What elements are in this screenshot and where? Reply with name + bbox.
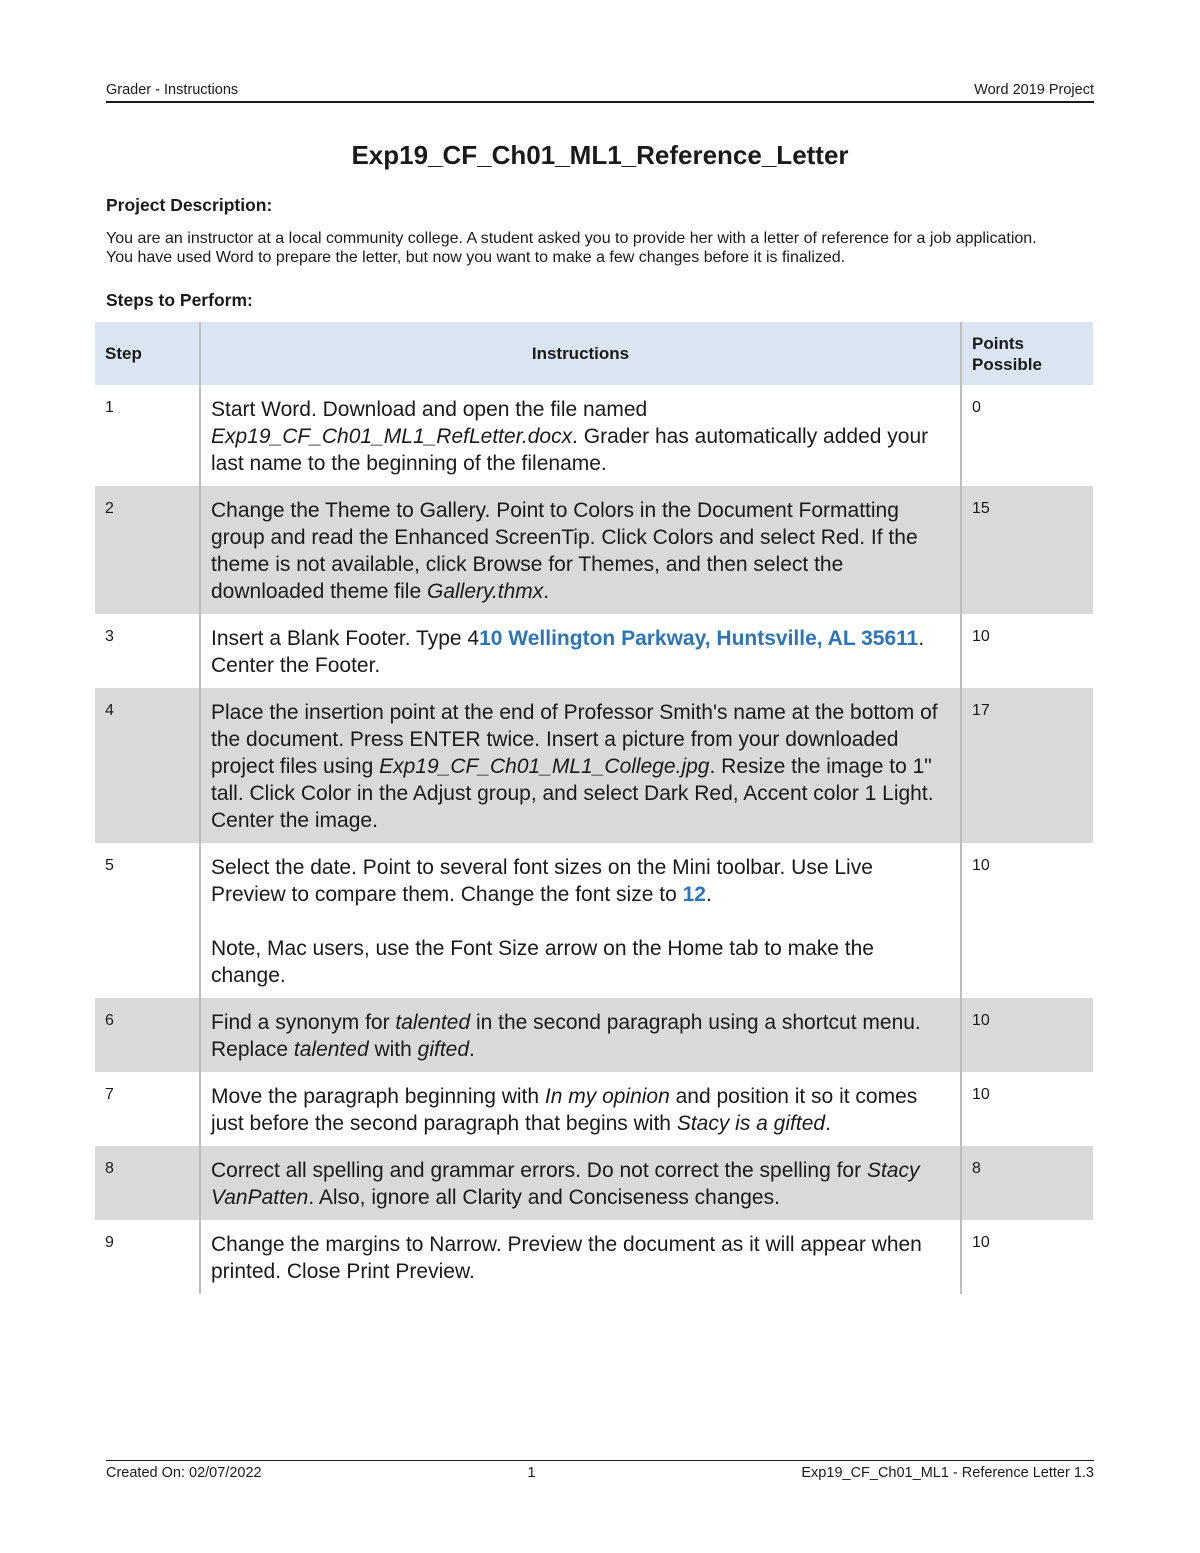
table-row [95, 998, 1093, 1072]
table-row [95, 688, 1093, 843]
step-instructions [200, 998, 961, 1072]
instruction-italic: talented [293, 1038, 369, 1061]
table-row [95, 385, 1093, 486]
instruction-text: Move the paragraph beginning with [211, 1085, 545, 1108]
steps-heading: Steps to Perform: [106, 290, 253, 310]
instruction-text: Place the insertion point at the end of Professor Smith's name at the bottom of the document. Press ENTER twice. Insert a picture from your downloaded project files using [211, 701, 938, 778]
instruction-text: Correct all spelling and grammar errors. Do not correct the spelling for [211, 1159, 867, 1182]
points-header-line2: Possible [972, 354, 1042, 374]
step-instructions [200, 1220, 961, 1294]
step-points: 10 [961, 843, 1093, 998]
step-points: 0 [961, 385, 1093, 486]
instruction-text: Insert a Blank Footer. Type 4 [211, 627, 480, 650]
typed-text-highlight: 10 Wellington Parkway, Huntsville, AL 35611 [479, 627, 919, 650]
header-right: Word 2019 Project [974, 82, 1094, 98]
mac-note: Note, Mac users, use the Font Size arrow on the Home tab to make the change. [211, 937, 874, 987]
step-number: 2 [95, 486, 200, 614]
table-row [95, 1146, 1093, 1220]
table-row [95, 1220, 1093, 1294]
instructions-column-header: Instructions [200, 322, 961, 385]
step-points: 15 [961, 486, 1093, 614]
step-points: 10 [961, 998, 1093, 1072]
instruction-text: . Resize the image to 1" tall. Click Color in the Adjust group, and select Dark Red, Accent color 1 Light. Center the image. [211, 755, 934, 832]
step-number: 9 [95, 1220, 200, 1294]
step-instructions [200, 614, 961, 688]
step-points: 10 [961, 1072, 1093, 1146]
step-column-header: Step [95, 322, 200, 385]
step-points: 10 [961, 614, 1093, 688]
step-instructions [200, 385, 961, 486]
step-number: 8 [95, 1146, 200, 1220]
instruction-italic: Stacy is a gifted [676, 1112, 826, 1135]
step-instructions [200, 688, 961, 843]
instruction-italic: talented [395, 1011, 471, 1034]
instruction-text: Change the margins to Narrow. Preview the document as it will appear when printed. Close Print Preview. [211, 1233, 922, 1283]
step-instructions [200, 486, 961, 614]
step-instructions [200, 843, 961, 998]
steps-table [95, 322, 1093, 1294]
instruction-text: in the second paragraph using a shortcut menu. Replace [211, 1011, 921, 1061]
points-header-line1: Points [972, 333, 1024, 353]
instruction-text: Find a synonym for [211, 1011, 396, 1034]
step-number: 5 [95, 843, 200, 998]
step-points: 17 [961, 688, 1093, 843]
page-header [106, 82, 1094, 103]
step-instructions [200, 1146, 961, 1220]
instruction-text: . [825, 1112, 831, 1135]
instruction-italic: gifted [417, 1038, 470, 1061]
instruction-text: and position it so it comes just before the second paragraph that begins with [211, 1085, 918, 1135]
table-row [95, 614, 1093, 688]
instruction-filename: Gallery.thmx [426, 580, 544, 603]
instruction-filename: Exp19_CF_Ch01_ML1_RefLetter.docx [211, 425, 573, 448]
instruction-text: . [705, 883, 712, 906]
step-number: 1 [95, 385, 200, 486]
typed-text-highlight: 12 [682, 883, 706, 906]
step-number: 7 [95, 1072, 200, 1146]
page-footer [106, 1460, 1094, 1481]
footer-created-on: Created On: 02/07/2022 [106, 1465, 262, 1481]
points-column-header [961, 322, 1093, 385]
table-row [95, 486, 1093, 614]
step-number: 6 [95, 998, 200, 1072]
document-title: Exp19_CF_Ch01_ML1_Reference_Letter [351, 140, 849, 170]
footer-page-number: 1 [527, 1465, 536, 1481]
table-row [95, 843, 1093, 998]
footer-document-name: Exp19_CF_Ch01_ML1 - Reference Letter 1.3 [801, 1465, 1094, 1481]
instruction-italic: Stacy VanPatten [211, 1159, 920, 1209]
instruction-text: Start Word. Download and open the file named [211, 398, 648, 421]
instruction-text: . [469, 1038, 475, 1061]
step-number: 4 [95, 688, 200, 843]
step-points: 8 [961, 1146, 1093, 1220]
step-instructions [200, 1072, 961, 1146]
table-header-row [95, 322, 1093, 385]
step-number: 3 [95, 614, 200, 688]
instruction-text: with [368, 1038, 418, 1061]
table-row [95, 1072, 1093, 1146]
instruction-text: . Also, ignore all Clarity and Conciseness changes. [308, 1186, 780, 1209]
instruction-text: . Grader has automatically added your last name to the beginning of the filename. [211, 425, 929, 475]
step-points: 10 [961, 1220, 1093, 1294]
instruction-text: . Center the Footer. [211, 627, 925, 677]
instruction-text: . [543, 580, 550, 603]
instruction-text: Change the Theme to Gallery. Point to Colors in the Document Formatting group and read the Enhanced ScreenTip. Click Colors and select Red. If the theme is not available, click Browse for Themes, and then select the downloaded theme file [211, 499, 918, 603]
instruction-italic: In my opinion [544, 1085, 670, 1108]
header-left: Grader - Instructions [106, 82, 239, 98]
project-description-text: You are an instructor at a local community college. A student asked you to provide her with a letter of reference for a job application. You have used Word to prepare the letter, but now you want to make a few changes before it is finalized. [106, 230, 1037, 266]
project-description-heading: Project Description: [106, 195, 273, 215]
instruction-filename: Exp19_CF_Ch01_ML1_College.jpg [379, 755, 710, 778]
instruction-text: Select the date. Point to several font sizes on the Mini toolbar. Use Live Preview to compare them. Change the font size to [211, 856, 873, 906]
